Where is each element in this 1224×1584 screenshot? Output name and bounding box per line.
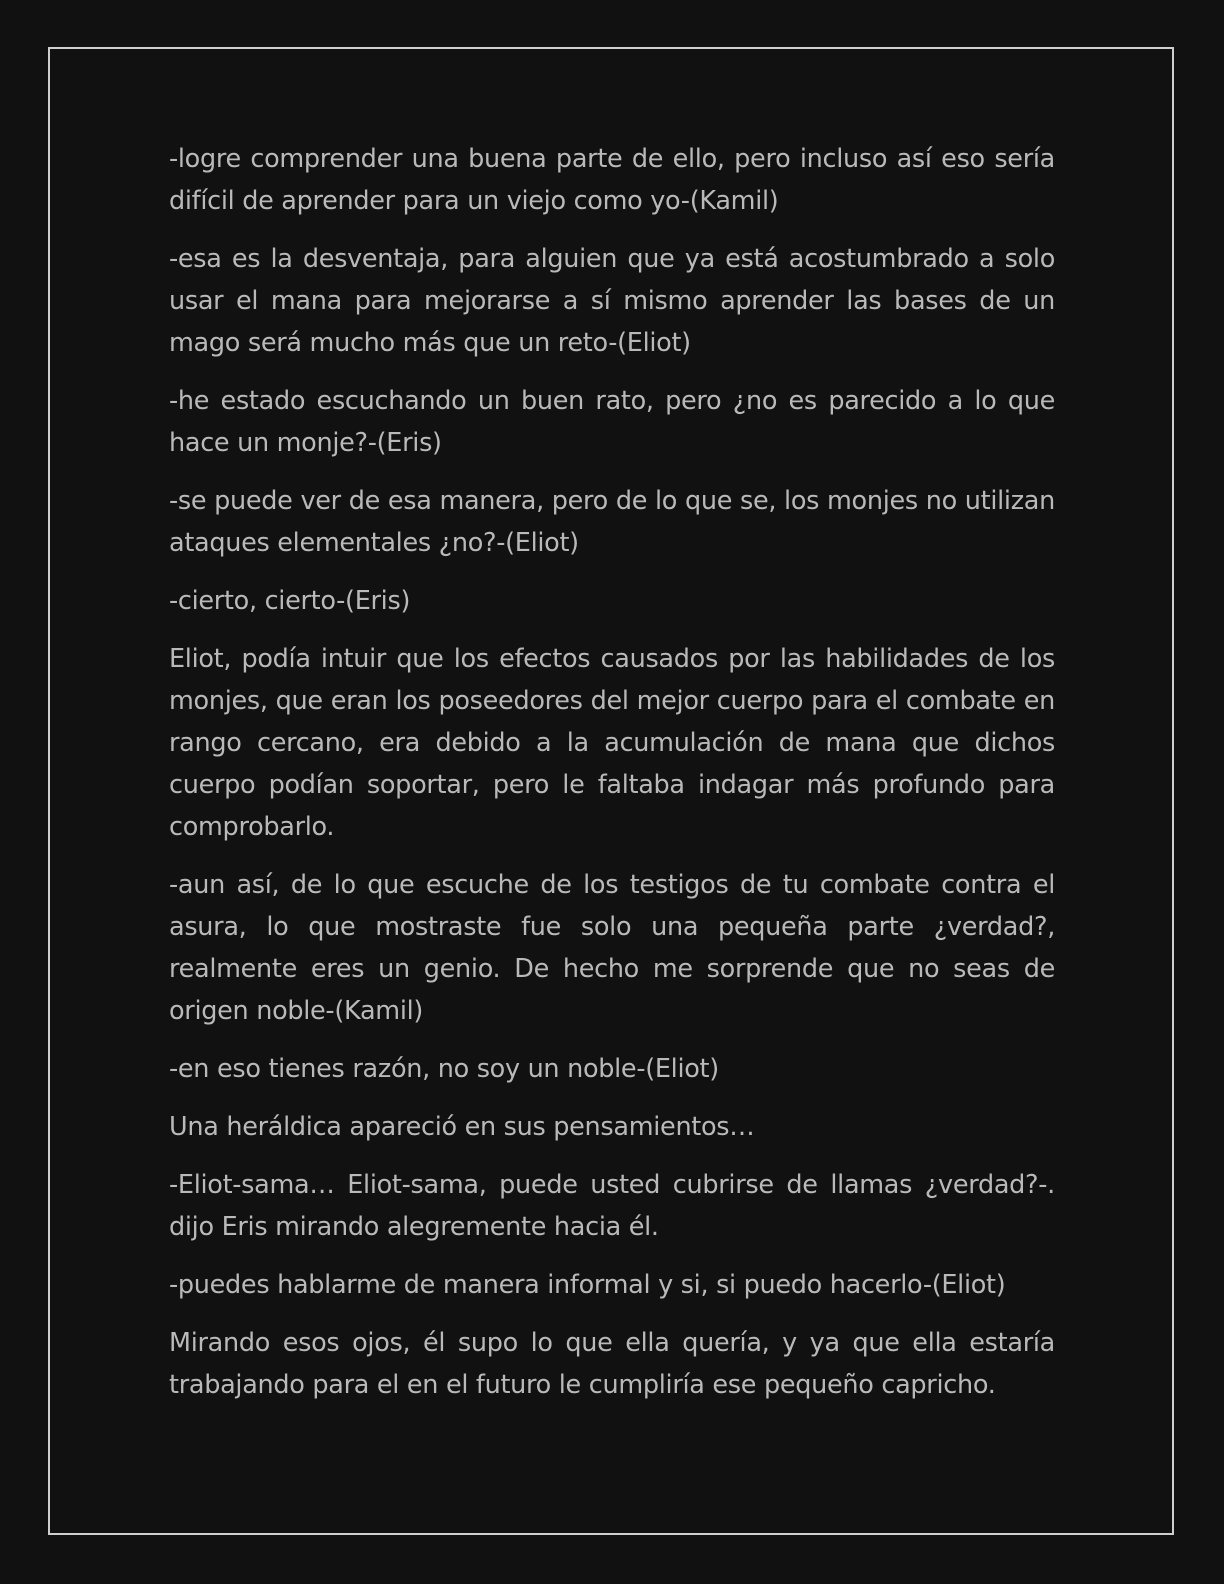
paragraph: -Eliot-sama… Eliot-sama, puede usted cubrirse de llamas ¿verdad?-. dijo Eris mirando alegremente hacia él. xyxy=(169,1170,1055,1242)
paragraph: -puedes hablarme de manera informal y si, si puedo hacerlo-(Eliot) xyxy=(169,1270,1006,1300)
document-body xyxy=(169,138,1055,1422)
paragraph: -aun así, de lo que escuche de los testigos de tu combate contra el asura, lo que mostraste fue solo una pequeña parte ¿verdad?, realmente eres un genio. De hecho me sorprende que no seas de origen noble-(Kamil) xyxy=(169,870,1055,1026)
paragraph: -logre comprender una buena parte de ello, pero incluso así eso sería difícil de aprender para un viejo como yo-(Kamil) xyxy=(169,144,1055,216)
paragraph: -he estado escuchando un buen rato, pero ¿no es parecido a lo que hace un monje?-(Eris) xyxy=(169,386,1055,458)
paragraph: Eliot, podía intuir que los efectos causados por las habilidades de los monjes, que eran los poseedores del mejor cuerpo para el combate en rango cercano, era debido a la acumulación de mana que dichos cuerpo podían soportar, pero le faltaba indagar más profundo para comprobarlo. xyxy=(169,644,1055,842)
paragraph: -se puede ver de esa manera, pero de lo que se, los monjes no utilizan ataques elementales ¿no?-(Eliot) xyxy=(169,486,1055,558)
paragraph: -en eso tienes razón, no soy un noble-(Eliot) xyxy=(169,1054,719,1084)
paragraph: -cierto, cierto-(Eris) xyxy=(169,586,411,616)
paragraph: Una heráldica apareció en sus pensamientos… xyxy=(169,1112,755,1142)
paragraph: Mirando esos ojos, él supo lo que ella quería, y ya que ella estaría trabajando para el en el futuro le cumpliría ese pequeño capricho. xyxy=(169,1328,1055,1400)
paragraph: -esa es la desventaja, para alguien que ya está acostumbrado a solo usar el mana para mejorarse a sí mismo aprender las bases de un mago será mucho más que un reto-(Eliot) xyxy=(169,244,1055,358)
